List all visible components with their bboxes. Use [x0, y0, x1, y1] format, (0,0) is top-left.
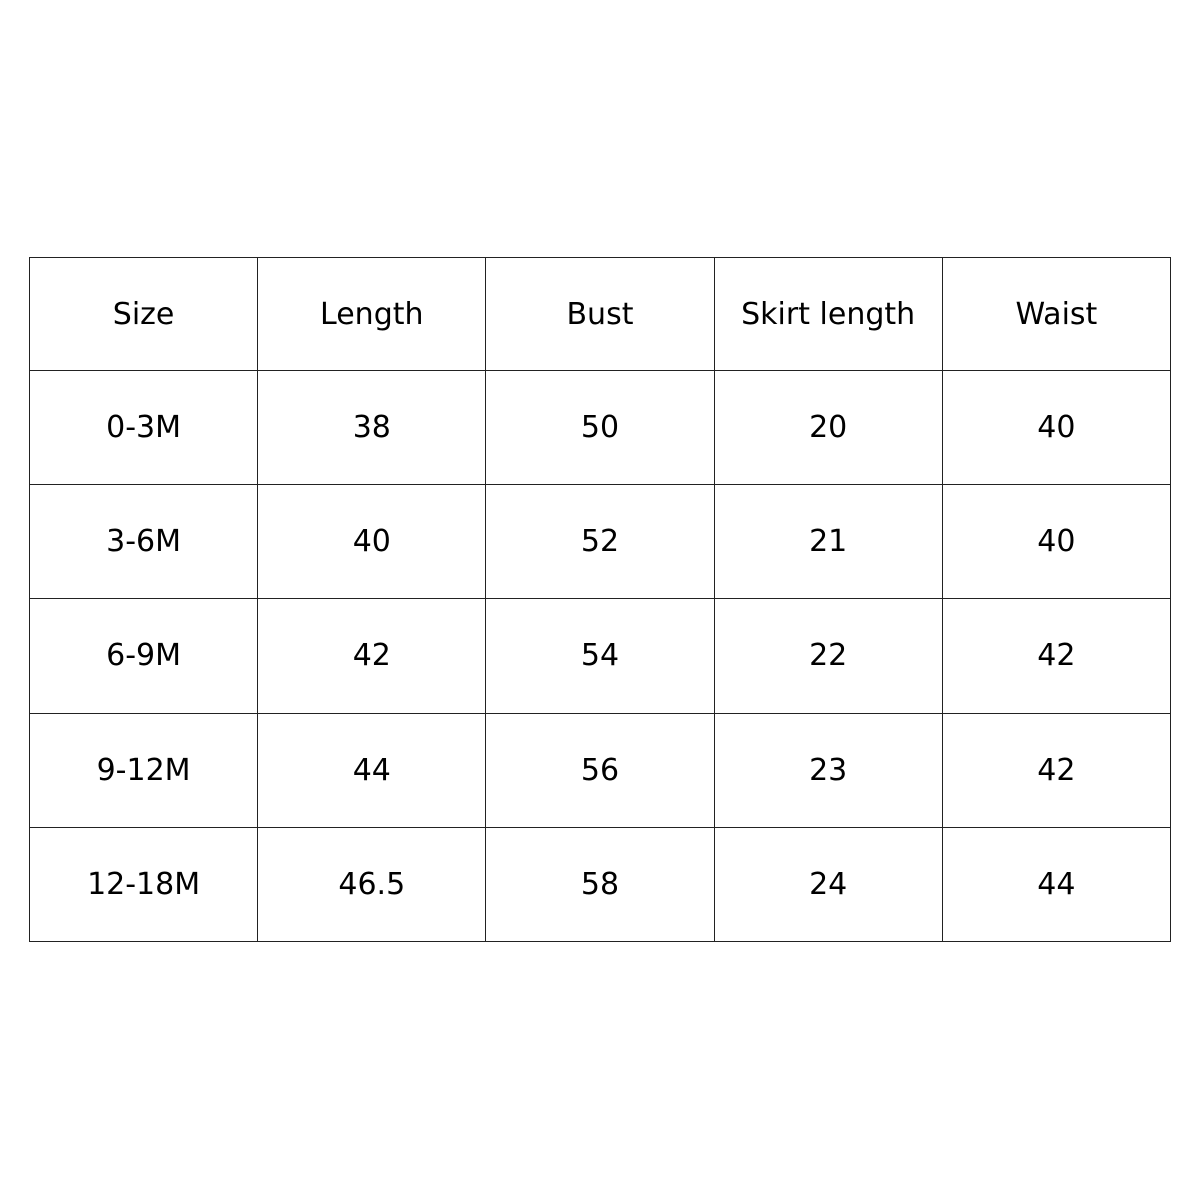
size-chart-table — [29, 257, 1171, 942]
table-row — [30, 599, 1171, 713]
table-row — [30, 371, 1171, 485]
cell-bust: 54 — [486, 599, 714, 713]
header-cell-size: Size — [30, 258, 258, 371]
cell-waist: 44 — [942, 827, 1170, 941]
header-cell-waist: Waist — [942, 258, 1170, 371]
table-row — [30, 827, 1171, 941]
cell-bust: 56 — [486, 713, 714, 827]
cell-size: 6-9M — [30, 599, 258, 713]
cell-waist: 42 — [942, 713, 1170, 827]
cell-length: 42 — [258, 599, 486, 713]
cell-bust: 52 — [486, 485, 714, 599]
cell-length: 38 — [258, 371, 486, 485]
cell-skirt-length: 24 — [714, 827, 942, 941]
cell-length: 40 — [258, 485, 486, 599]
cell-size: 12-18M — [30, 827, 258, 941]
cell-length: 44 — [258, 713, 486, 827]
cell-skirt-length: 23 — [714, 713, 942, 827]
header-cell-skirt-length: Skirt length — [714, 258, 942, 371]
table-header — [30, 258, 1171, 371]
cell-waist: 40 — [942, 371, 1170, 485]
header-cell-bust: Bust — [486, 258, 714, 371]
table-row — [30, 485, 1171, 599]
cell-bust: 50 — [486, 371, 714, 485]
cell-skirt-length: 22 — [714, 599, 942, 713]
cell-length: 46.5 — [258, 827, 486, 941]
cell-waist: 40 — [942, 485, 1170, 599]
cell-skirt-length: 20 — [714, 371, 942, 485]
table-row — [30, 713, 1171, 827]
cell-bust: 58 — [486, 827, 714, 941]
cell-size: 9-12M — [30, 713, 258, 827]
header-cell-length: Length — [258, 258, 486, 371]
cell-size: 3-6M — [30, 485, 258, 599]
cell-waist: 42 — [942, 599, 1170, 713]
cell-size: 0-3M — [30, 371, 258, 485]
table-body — [30, 371, 1171, 942]
header-row — [30, 258, 1171, 371]
cell-skirt-length: 21 — [714, 485, 942, 599]
